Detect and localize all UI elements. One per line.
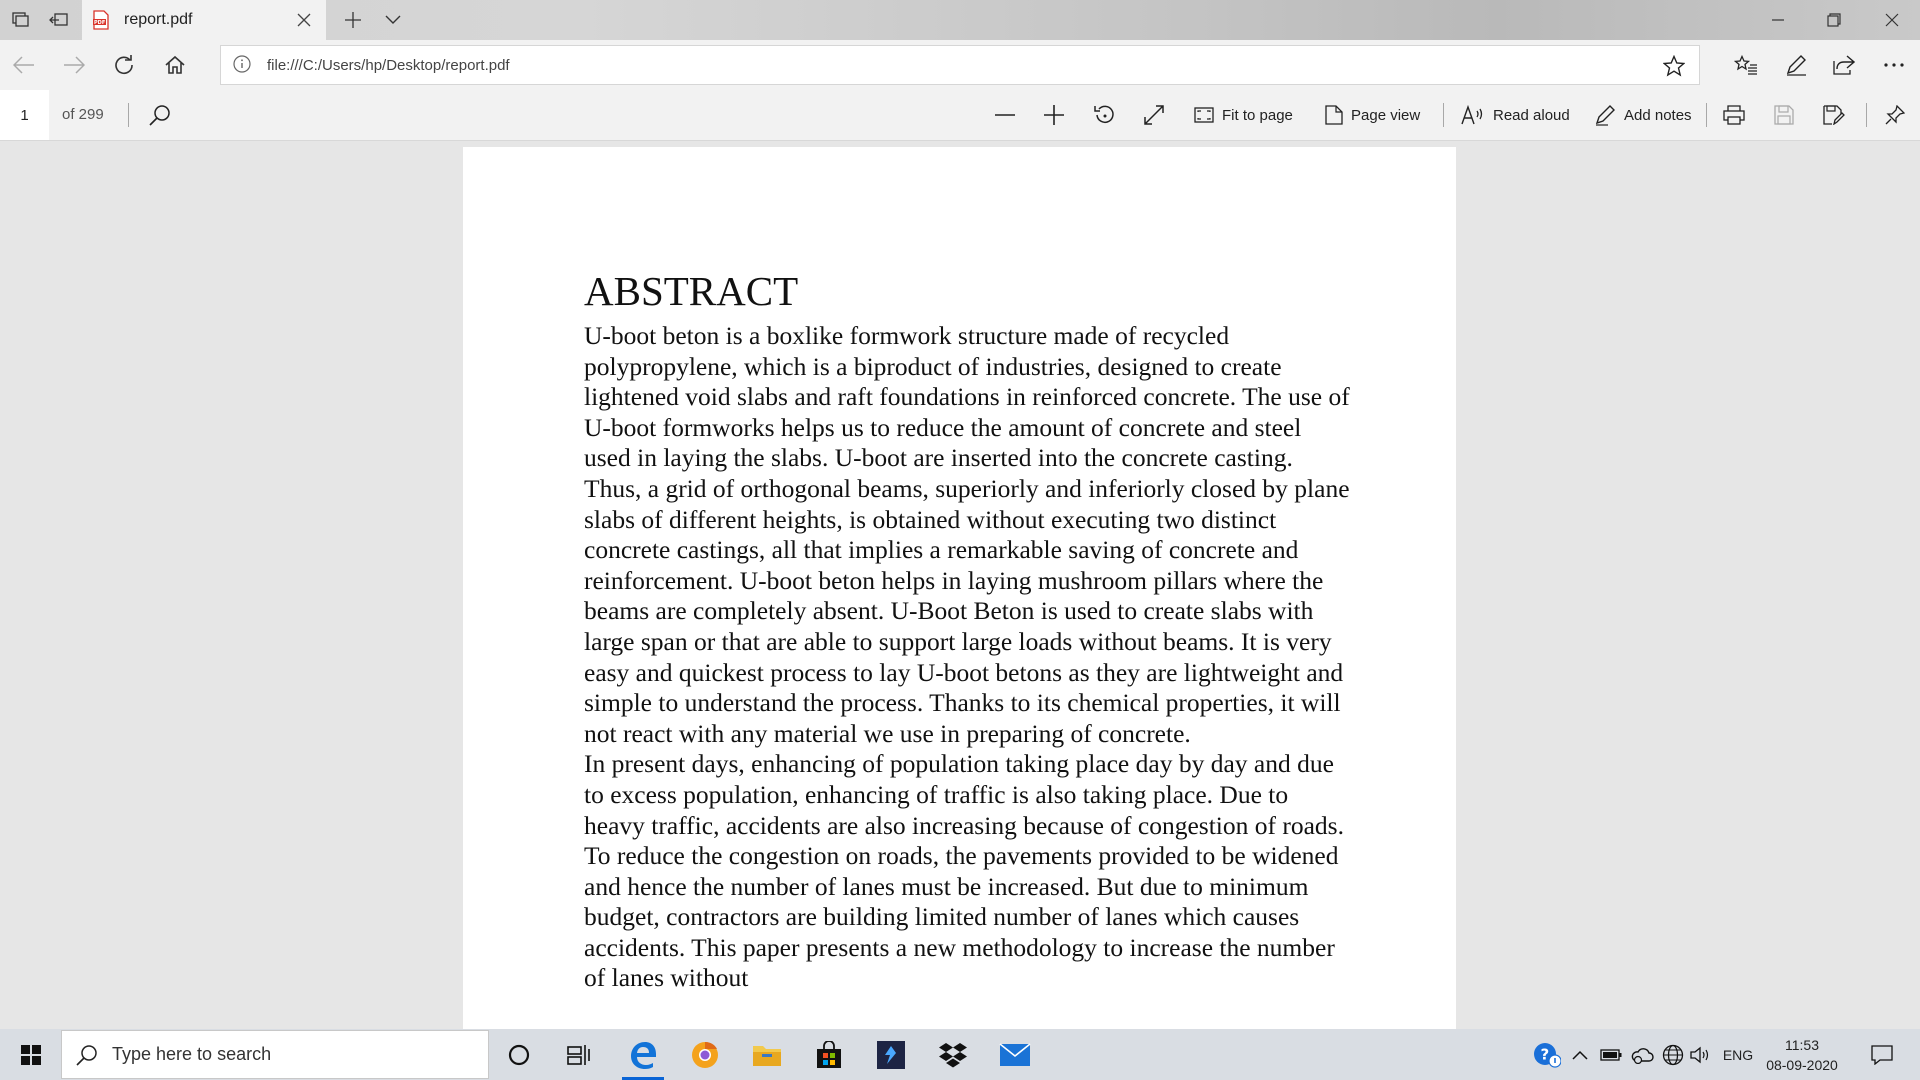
abstract-paragraph-2: In present days, enhancing of population taking place day by day and due to excess population, enhancing of traffic is also taking place. Due to heavy traffic, accidents are also increasing because of congestion of roads. To reduce the congestion on roads, the pavements provided to be widened and hence the number of lanes must be increased. But due to minimum budget, contractors are building limited number of lanes which causes accidents. This paper presents a new methodology to increase the number of lanes without xyxy=(584,749,1344,993)
help-notification-icon[interactable] xyxy=(1532,1029,1562,1080)
abstract-paragraph-1: U-boot beton is a boxlike formwork structure made of recycled polypropylene, which is a biproduct of industries, designed to create lightened void slabs and raft foundations in reinforced concrete. The use of U-boot formworks helps us to reduce the amount of concrete and steel used in laying the slabs. U-boot are inserted into the concrete casting. Thus, a grid of orthogonal beams, superiorly and inferiorly closed by plane slabs of different heights, is obtained without executing two distinct concrete castings, all that implies a remarkable saving of concrete and reinforcement. U-boot beton helps in laying mushroom pillars where the beams are completely absent. U-Boot Beton is used to create slabs with large span or that are able to support large loads without beams. It is very easy and quickest process to lay U-boot betons as they are lightweight and simple to understand the process. Thanks to its chemical properties, it will not react with any material we use in preparing of concrete. xyxy=(584,321,1350,748)
tab-report-pdf[interactable] xyxy=(82,0,326,40)
svg-text:?: ? xyxy=(1540,1045,1550,1063)
pdf-file-icon xyxy=(92,10,110,30)
svg-text:PDF: PDF xyxy=(94,20,106,26)
fit-to-page-button[interactable] xyxy=(1194,95,1293,135)
taskbar-search-box[interactable] xyxy=(61,1030,489,1079)
fit-to-page-icon xyxy=(1194,106,1214,124)
page-view-button[interactable] xyxy=(1325,95,1420,135)
read-aloud-label: Read aloud xyxy=(1493,106,1570,124)
tab-preview-chevron-icon[interactable] xyxy=(372,0,414,40)
action-center-notification-icon[interactable] xyxy=(1862,1029,1902,1080)
back-icon[interactable] xyxy=(4,45,44,85)
current-page-input[interactable]: 1 xyxy=(0,90,49,140)
favorites-list-icon[interactable] xyxy=(1726,45,1766,85)
page-view-icon xyxy=(1325,105,1343,125)
address-url[interactable]: file:///C:/Users/hp/Desktop/report.pdf xyxy=(267,56,510,74)
clock-time: 11:53 xyxy=(1785,1037,1819,1053)
full-screen-icon[interactable] xyxy=(1139,95,1169,135)
powershell-taskbar-icon[interactable] xyxy=(862,1029,920,1080)
page-view-label: Page view xyxy=(1351,106,1421,124)
add-notes-button[interactable] xyxy=(1594,95,1692,135)
volume-speaker-icon[interactable] xyxy=(1688,1029,1714,1080)
pen-icon xyxy=(1594,104,1616,126)
print-icon[interactable] xyxy=(1719,95,1749,135)
windows-taskbar xyxy=(0,1029,1920,1080)
share-icon[interactable] xyxy=(1824,45,1864,85)
zoom-out-icon[interactable] xyxy=(990,95,1020,135)
cortana-icon[interactable] xyxy=(490,1029,548,1080)
home-icon[interactable] xyxy=(155,45,195,85)
refresh-icon[interactable] xyxy=(104,45,144,85)
minimize-icon[interactable] xyxy=(1750,0,1806,40)
tab-actions-icon[interactable] xyxy=(0,0,42,40)
toolbar-divider xyxy=(1706,103,1707,127)
more-options-icon[interactable] xyxy=(1874,45,1914,85)
web-note-pen-icon[interactable] xyxy=(1776,45,1816,85)
favorite-star-icon[interactable] xyxy=(1663,55,1685,77)
navigation-bar xyxy=(0,40,1920,90)
page-count: of 299 xyxy=(62,106,104,123)
network-globe-icon[interactable] xyxy=(1660,1029,1686,1080)
system-clock[interactable] xyxy=(1762,1035,1842,1075)
close-window-icon[interactable] xyxy=(1864,0,1920,40)
language-indicator[interactable]: ENG xyxy=(1722,1046,1754,1063)
tab-title: report.pdf xyxy=(124,11,193,28)
show-hidden-icons-chevron-icon[interactable] xyxy=(1569,1029,1591,1080)
zoom-in-icon[interactable] xyxy=(1039,95,1069,135)
mail-taskbar-icon[interactable] xyxy=(986,1029,1044,1080)
chrome-canary-taskbar-icon[interactable] xyxy=(676,1029,734,1080)
save-icon[interactable] xyxy=(1769,95,1799,135)
dropbox-taskbar-icon[interactable] xyxy=(924,1029,982,1080)
toolbar-divider xyxy=(1866,103,1867,127)
search-icon xyxy=(76,1044,98,1066)
search-placeholder: Type here to search xyxy=(112,1044,272,1064)
read-aloud-icon xyxy=(1461,105,1485,125)
title-bar xyxy=(0,0,1920,40)
set-tabs-aside-icon[interactable] xyxy=(38,0,80,40)
pdf-page xyxy=(463,147,1456,1029)
read-aloud-button[interactable] xyxy=(1461,95,1570,135)
battery-icon[interactable] xyxy=(1598,1029,1624,1080)
pdf-toolbar xyxy=(0,90,1920,141)
forward-icon[interactable] xyxy=(54,45,94,85)
task-view-icon[interactable] xyxy=(550,1029,608,1080)
onedrive-cloud-icon[interactable] xyxy=(1628,1029,1656,1080)
abstract-heading: ABSTRACT xyxy=(584,268,799,314)
find-search-icon[interactable] xyxy=(145,95,175,135)
rotate-icon[interactable] xyxy=(1090,95,1120,135)
microsoft-store-taskbar-icon[interactable] xyxy=(800,1029,858,1080)
toolbar-divider xyxy=(1443,103,1444,127)
file-explorer-taskbar-icon[interactable] xyxy=(738,1029,796,1080)
new-tab-icon[interactable] xyxy=(332,0,374,40)
toolbar-divider xyxy=(128,103,129,127)
restore-icon[interactable] xyxy=(1806,0,1862,40)
pin-toolbar-icon[interactable] xyxy=(1880,95,1910,135)
pdf-viewer[interactable] xyxy=(0,141,1920,1029)
address-bar[interactable] xyxy=(220,45,1700,85)
page-content xyxy=(584,267,1354,994)
clock-date: 08-09-2020 xyxy=(1766,1057,1838,1073)
save-as-icon[interactable] xyxy=(1819,95,1849,135)
windows-start-icon[interactable] xyxy=(2,1029,60,1080)
close-tab-icon[interactable] xyxy=(294,10,314,30)
add-notes-label: Add notes xyxy=(1624,106,1692,124)
fit-to-page-label: Fit to page xyxy=(1222,106,1293,124)
site-info-icon[interactable] xyxy=(233,55,253,75)
edge-browser-taskbar-icon[interactable] xyxy=(614,1029,672,1080)
